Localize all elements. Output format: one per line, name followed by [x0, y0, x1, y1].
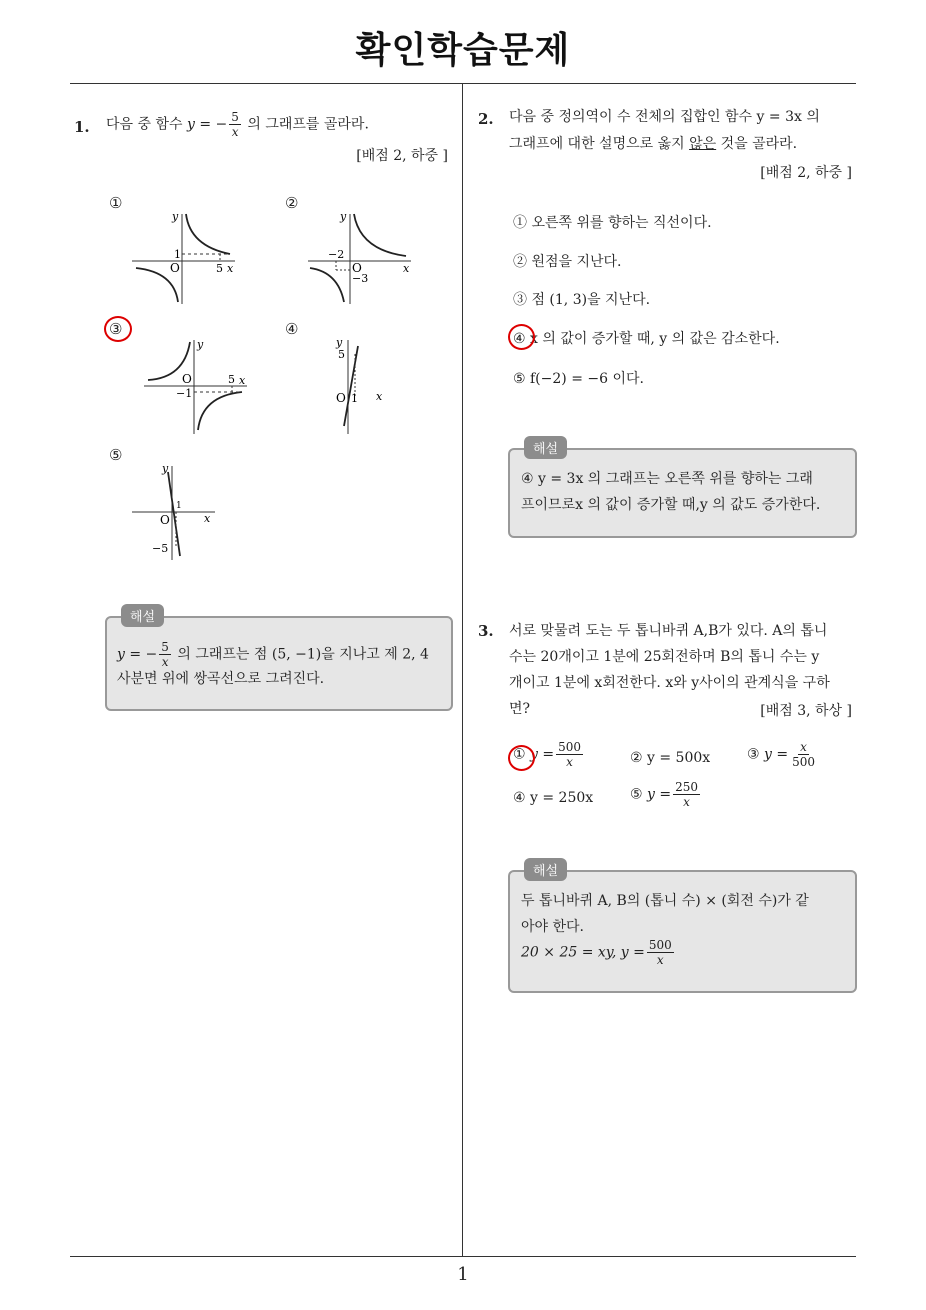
page-title: 확인학습문제 — [355, 30, 571, 71]
q1-graph-1 — [130, 206, 240, 310]
q3-opt1-lhs: y = — [530, 746, 555, 763]
q3-opt3-label: ③ — [747, 746, 760, 763]
top-rule — [70, 83, 856, 84]
q3-opt1-den: x — [566, 755, 573, 769]
q2-meta: [배점 2, 하중 ] — [760, 165, 852, 181]
q3-sol-equation: 20 × 25 = xy, y = — [521, 944, 645, 961]
q3-option-4: ④ y = 250x — [513, 790, 594, 806]
q3-opt5-num: 250 — [675, 780, 699, 794]
g3-tick-m1: −1 — [176, 387, 193, 400]
g4-tick-1: 1 — [351, 392, 358, 405]
q3-line-3: 개이고 1분에 x회전한다. x와 y사이의 관계식을 구하 — [509, 675, 830, 691]
q2-number: 2. — [478, 110, 494, 128]
q1-text-before: 다음 중 함수 — [106, 116, 187, 133]
q3-line-1: 서로 맞물려 도는 두 톱니바퀴 A,B가 있다. A의 톱니 — [509, 623, 828, 639]
g4-y-label: y — [336, 336, 343, 349]
answer-mark-circle — [104, 316, 132, 342]
q1-sol-lhs: y = − — [117, 646, 158, 663]
q2-line-2-a: 그래프에 대한 설명으로 옳지 — [509, 136, 690, 152]
g5-tick-m5: −5 — [152, 542, 169, 555]
q1-solution-line-2: 사분면 위에 쌍곡선으로 그려진다. — [117, 671, 325, 687]
q2-option-4: ④ x 의 값이 증가할 때, y 의 값은 감소한다. — [513, 331, 780, 347]
g5-x-label: x — [204, 512, 211, 525]
g4-tick-5: 5 — [338, 348, 345, 361]
g3-origin: O — [182, 372, 192, 386]
q3-opt3-den: 500 — [792, 755, 816, 769]
q1-solution-line-1 — [117, 640, 429, 669]
q2-line-1: 다음 중 정의역이 수 전체의 집합인 함수 y = 3x 의 — [509, 109, 820, 125]
q1-graph-4 — [330, 336, 400, 440]
q1-question — [106, 110, 369, 139]
q2-option-5: ⑤ f(−2) = −6 이다. — [513, 371, 644, 387]
bottom-rule — [70, 1256, 856, 1257]
g4-origin: O — [336, 391, 346, 405]
g2-origin: O — [352, 261, 362, 275]
q2-line-2-b: 것을 골라라. — [716, 136, 798, 152]
g2-tick-m2: −2 — [328, 248, 345, 261]
q2-option-2: ② 원점을 지난다. — [513, 254, 622, 270]
q3-opt5-den: x — [683, 795, 690, 809]
q3-solution-tag: 해설 — [524, 858, 567, 881]
q1-number: 1. — [74, 118, 90, 136]
g5-origin: O — [160, 513, 170, 527]
g2-tick-m3: −3 — [352, 272, 369, 285]
q1-graph-5 — [130, 462, 220, 566]
q1-graph-2 — [306, 206, 416, 310]
q3-sol-den: x — [656, 953, 664, 967]
q3-opt1-fraction — [556, 740, 583, 769]
q3-opt3-fraction — [790, 740, 817, 769]
g5-tick-1: 1 — [176, 501, 182, 511]
q1-meta: [배점 2, 하중 ] — [356, 148, 448, 164]
g4-x-label: x — [376, 390, 383, 403]
q2-option-3: ③ 점 (1, 3)을 지난다. — [513, 292, 651, 308]
q3-opt3-num: x — [800, 740, 807, 754]
g1-tick-5: 5 — [216, 262, 223, 275]
q3-opt5-lhs: y = — [647, 786, 672, 803]
q3-solution-line-2: 아야 한다. — [521, 919, 584, 935]
q3-opt5-label: ⑤ — [630, 786, 643, 803]
q3-sol-fraction — [647, 938, 674, 967]
q3-sol-num: 500 — [648, 938, 672, 952]
q1-func-lhs: y = − — [186, 116, 228, 133]
g1-x-label: x — [227, 262, 234, 275]
page-number: 1 — [457, 1264, 469, 1285]
q1-frac-num: 5 — [231, 110, 239, 124]
q1-text-after: 의 그래프를 골라라. — [242, 116, 369, 133]
q3-solution-line-1: 두 톱니바퀴 A, B의 (톱니 수) × (회전 수)가 같 — [521, 893, 809, 909]
g2-x-label: x — [403, 262, 410, 275]
q1-choice-label-1: ① — [109, 194, 123, 212]
q3-number: 3. — [478, 622, 494, 640]
q1-choice-label-5: ⑤ — [109, 446, 123, 464]
q1-graph-3 — [142, 336, 252, 440]
g1-origin: O — [170, 261, 180, 275]
answer-mark-circle — [508, 745, 535, 771]
q3-line-4: 면? — [509, 701, 531, 717]
q2-underlined-word: 않은 — [689, 136, 717, 152]
q1-frac-den: x — [231, 125, 239, 139]
q3-option-3 — [747, 740, 819, 769]
g5-y-label: y — [162, 462, 169, 475]
q3-opt3-lhs: y = — [764, 746, 789, 763]
q1-choice-label-3: ③ — [109, 320, 123, 338]
q2-solution-line-1: ④ y = 3x 의 그래프는 오른쪽 위를 향하는 그래 — [521, 471, 813, 487]
g2-y-label: y — [340, 210, 347, 223]
q1-solution-tag: 해설 — [121, 604, 164, 627]
g3-x-label: x — [239, 374, 246, 387]
q2-solution-line-2: 프이므로x 의 값이 증가할 때,y 의 값도 증가한다. — [521, 497, 821, 513]
q1-sol-text-1: 의 그래프는 점 (5, −1)을 지나고 제 2, 4 — [172, 646, 429, 663]
q1-choice-label-4: ④ — [285, 320, 299, 338]
g3-y-label: y — [197, 338, 204, 351]
q1-fraction — [229, 110, 241, 139]
q2-option-1: ① 오른쪽 위를 향하는 직선이다. — [513, 215, 712, 231]
g3-tick-5: 5 — [228, 373, 235, 386]
q1-choice-label-2: ② — [285, 194, 299, 212]
q1-sol-den: x — [161, 655, 169, 669]
q2-solution-tag: 해설 — [524, 436, 567, 459]
g1-tick-1: 1 — [174, 248, 181, 261]
q1-sol-num: 5 — [161, 640, 169, 654]
q2-line-2 — [509, 131, 797, 157]
column-divider — [462, 84, 463, 1256]
g1-y-label: y — [172, 210, 179, 223]
q1-sol-fraction — [159, 640, 171, 669]
q3-option-5 — [630, 780, 702, 809]
q3-meta: [배점 3, 하상 ] — [760, 703, 852, 719]
q3-solution-line-3 — [521, 938, 676, 967]
q3-opt1-label: ① — [513, 746, 526, 763]
q3-opt5-fraction — [673, 780, 700, 809]
q3-opt1-num: 500 — [558, 740, 582, 754]
answer-mark-circle — [508, 324, 535, 350]
q3-line-2: 수는 20개이고 1분에 25회전하며 B의 톱니 수는 y — [509, 649, 820, 665]
q3-option-2: ② y = 500x — [630, 750, 711, 766]
